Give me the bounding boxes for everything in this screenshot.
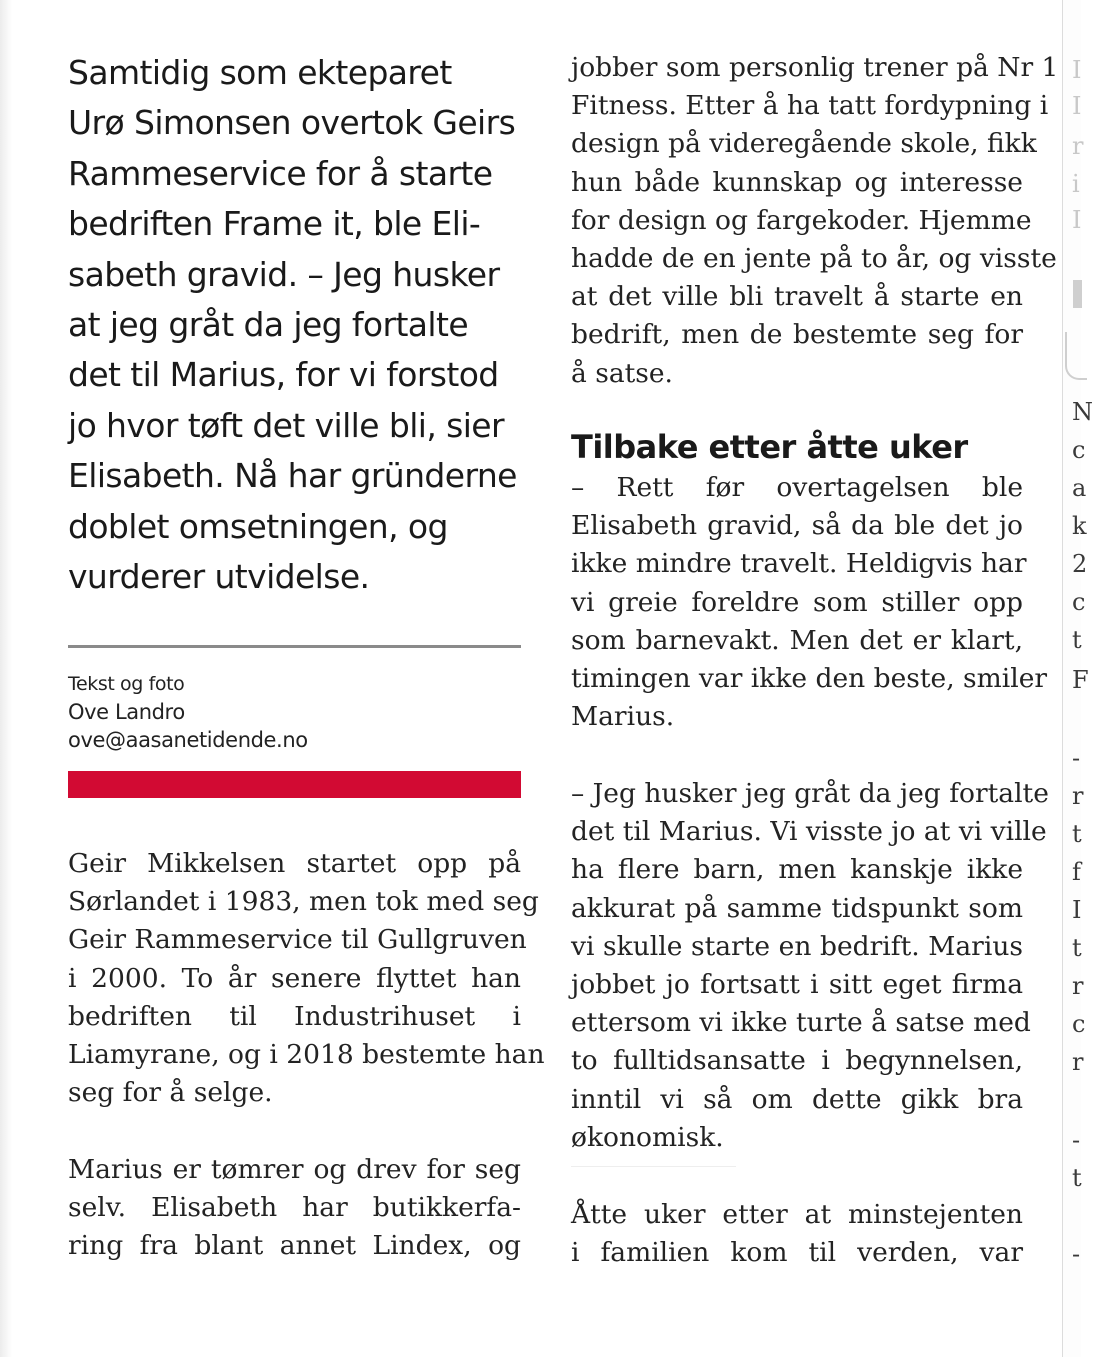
- body-line: som barnevakt. Men det er klart,: [571, 624, 1023, 656]
- ingress-line: Elisabeth. Nå har gründerne: [68, 456, 517, 496]
- byline: [68, 670, 521, 754]
- ingress-line: at jeg gråt da jeg fortalte: [68, 305, 469, 345]
- ingress-line: vurderer utvidelse.: [68, 557, 370, 597]
- clipped-image-edge: [1073, 280, 1082, 308]
- ingress-line: bedriften Frame it, ble Eli-: [68, 204, 481, 244]
- body-line: ikke mindre travelt. Heldigvis har: [571, 548, 1027, 580]
- body-line: i 2000. To år senere flyttet han: [68, 962, 521, 994]
- body-line: økonomisk.: [571, 1121, 724, 1153]
- body-line: ring fra blant annet Lindex, og: [68, 1230, 521, 1262]
- ingress-line: Rammeservice for å starte: [68, 153, 493, 193]
- body-line: inntil vi så om dette gikk bra: [571, 1083, 1023, 1115]
- body-line: for design og fargekoder. Hjemme: [571, 204, 1032, 236]
- clipped-glyph: r: [1072, 132, 1084, 160]
- clipped-glyph: t: [1072, 626, 1082, 654]
- body-line: å satse.: [571, 357, 673, 389]
- clipped-glyph: a: [1072, 474, 1087, 502]
- body-paragraph: [571, 775, 1049, 1157]
- clipped-glyph: -: [1072, 1240, 1081, 1268]
- body-paragraph: [571, 49, 1059, 393]
- body-line: det til Marius. Vi visste jo at vi ville: [571, 816, 1047, 848]
- clipped-glyph: I: [1072, 92, 1082, 120]
- body-line: Elisabeth gravid, så da ble det jo: [571, 510, 1023, 542]
- clipped-glyph: F: [1072, 666, 1089, 694]
- clipped-glyph: 2: [1072, 550, 1088, 578]
- clipped-page-curl: [1065, 332, 1087, 380]
- body-line: hadde de en jente på to år, og visste: [571, 243, 1057, 275]
- body-line: Geir Mikkelsen startet opp på: [68, 848, 521, 879]
- body-line: timingen var ikke den beste, smiler: [571, 663, 1048, 695]
- body-line: Fitness. Etter å ha tatt fordypning i: [571, 90, 1049, 122]
- body-line: vi skulle starte en bedrift. Marius: [571, 930, 1023, 962]
- body-line: to fulltidsansatte i begynnelsen,: [571, 1045, 1023, 1077]
- clipped-glyph: I: [1072, 896, 1082, 924]
- body-line: design på videregående skole, fikk: [571, 128, 1037, 160]
- ingress-line: jo hvor tøft det ville bli, sier: [68, 405, 504, 445]
- ingress-line: doblet omsetningen, og: [68, 506, 448, 546]
- clipped-glyph: k: [1072, 512, 1087, 540]
- clipped-glyph: c: [1072, 436, 1086, 464]
- ingress-line: det til Marius, for vi forstod: [68, 355, 499, 395]
- author-email[interactable]: ove@aasanetidende.no: [68, 728, 308, 752]
- body-line: hun både kunnskap og interesse: [571, 166, 1023, 198]
- clipped-glyph: t: [1072, 934, 1082, 962]
- ingress-line: sabeth gravid. – Jeg husker: [68, 254, 500, 294]
- clipped-glyph: t: [1072, 820, 1082, 848]
- body-line: Liamyrane, og i 2018 bestemte han: [68, 1039, 545, 1071]
- body-line: jobbet jo fortsatt i sitt eget firma: [571, 969, 1023, 1001]
- clipped-glyph: -: [1072, 744, 1081, 772]
- body-line: akkurat på samme tidspunkt som: [571, 892, 1023, 924]
- body-line: bedriften til Industrihuset i: [68, 1000, 521, 1032]
- body-line: bedrift, men de bestemte seg for: [571, 319, 1023, 351]
- clipped-glyph: r: [1072, 1048, 1084, 1076]
- body-line: Marius er tømrer og drev for seg: [68, 1154, 521, 1185]
- body-paragraph: [571, 1196, 1023, 1272]
- author-name: Ove Landro: [68, 700, 185, 724]
- body-line: at det ville bli travelt å starte en: [571, 281, 1023, 313]
- body-line: jobber som personlig trener på Nr 1: [571, 52, 1059, 83]
- clipped-glyph: -: [1072, 1126, 1081, 1154]
- clipped-glyph: I: [1072, 206, 1082, 234]
- body-line: Åtte uker etter at minstejenten: [571, 1199, 1023, 1230]
- byline-label: Tekst og foto: [68, 673, 185, 695]
- body-line: Sørlandet i 1983, men tok med seg: [68, 886, 539, 918]
- body-line: vi greie foreldre som stiller opp: [571, 586, 1023, 618]
- next-column-clipped: [1062, 0, 1093, 1357]
- body-line: i familien kom til verden, var: [571, 1237, 1023, 1269]
- clipped-glyph: r: [1072, 972, 1084, 1000]
- clipped-glyph: c: [1072, 1010, 1086, 1038]
- clipped-glyph: i: [1072, 170, 1080, 198]
- body-paragraph: [68, 845, 545, 1112]
- faint-divider: [571, 1166, 736, 1167]
- clipped-glyph: I: [1072, 56, 1082, 84]
- body-line: ha flere barn, men kanskje ikke: [571, 854, 1023, 886]
- clipped-glyph: f: [1072, 858, 1081, 886]
- clipped-glyph: t: [1072, 1164, 1082, 1192]
- body-paragraph: [571, 469, 1048, 736]
- body-line: seg for å selge.: [68, 1077, 273, 1109]
- body-line: – Rett før overtagelsen ble: [571, 472, 1023, 503]
- clipped-glyph: r: [1072, 782, 1084, 810]
- byline-divider: [68, 645, 521, 648]
- body-line: Geir Rammeservice til Gullgruven: [68, 924, 527, 956]
- ingress-line: Samtidig som ekteparet: [68, 53, 452, 92]
- clipped-glyph: N: [1072, 398, 1093, 426]
- section-heading: Tilbake etter åtte uker: [571, 428, 968, 466]
- accent-bar: [68, 771, 521, 798]
- page-edge-shadow: [0, 0, 12, 1357]
- clipped-glyph: c: [1072, 588, 1086, 616]
- body-paragraph: [68, 1151, 521, 1266]
- body-line: selv. Elisabeth har butikkerfa-: [68, 1192, 521, 1224]
- ingress-lead: [68, 48, 528, 602]
- body-line: – Jeg husker jeg gråt da jeg fortalte: [571, 778, 1049, 809]
- body-line: Marius.: [571, 701, 675, 733]
- body-line: ettersom vi ikke turte å satse med: [571, 1007, 1031, 1039]
- ingress-line: Urø Simonsen overtok Geirs: [68, 103, 516, 143]
